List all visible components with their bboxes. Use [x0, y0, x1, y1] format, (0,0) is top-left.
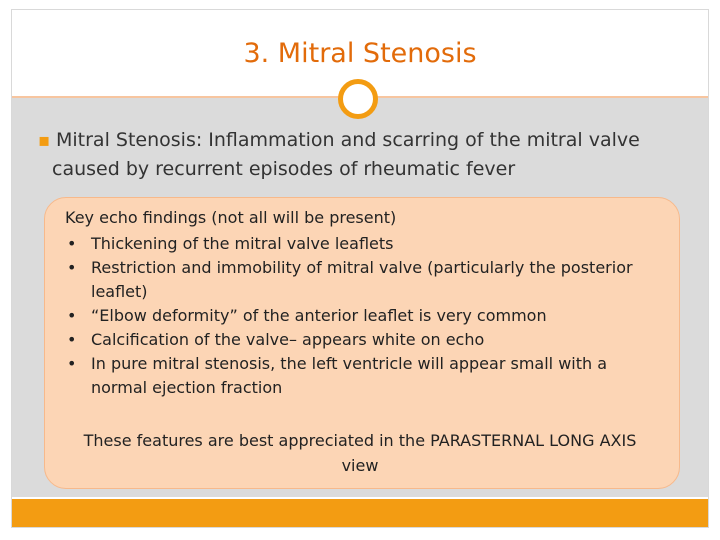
finding-text: leaflet) — [91, 282, 148, 301]
findings-heading: Key echo findings (not all will be present) — [65, 208, 397, 227]
closing-note: These features are best appreciated in the PARASTERNAL LONG AXIS view — [83, 431, 637, 475]
footer-bar — [12, 499, 708, 527]
intro-line-1-rest: Inflammation and scarring of the mitral valve — [202, 129, 640, 151]
finding-text: In pure mitral stenosis, the left ventricle will appear small with a — [91, 354, 608, 373]
bullet-icon: • — [67, 306, 77, 325]
bullet-icon: • — [67, 234, 77, 253]
intro-term: Mitral Stenosis: — [56, 129, 203, 151]
bullet-icon: • — [67, 354, 77, 373]
circle-ornament-icon — [338, 79, 378, 119]
bullet-icon: • — [67, 330, 77, 349]
intro-line-2: caused by recurrent episodes of rheumatic fever — [52, 158, 516, 180]
finding-text: “Elbow deformity” of the anterior leaflet is very common — [91, 306, 547, 325]
slide-title: 3. Mitral Stenosis — [243, 38, 477, 69]
intro-line-1 — [56, 126, 640, 155]
bullet-icon: ▪ — [38, 130, 51, 151]
finding-text: Restriction and immobility of mitral valve (particularly the posterior — [91, 258, 633, 277]
finding-text: normal ejection fraction — [91, 378, 283, 397]
finding-text: Thickening of the mitral valve leaflets — [91, 234, 394, 253]
finding-text: Calcification of the valve– appears white on echo — [91, 330, 485, 349]
bullet-icon: • — [67, 258, 77, 277]
